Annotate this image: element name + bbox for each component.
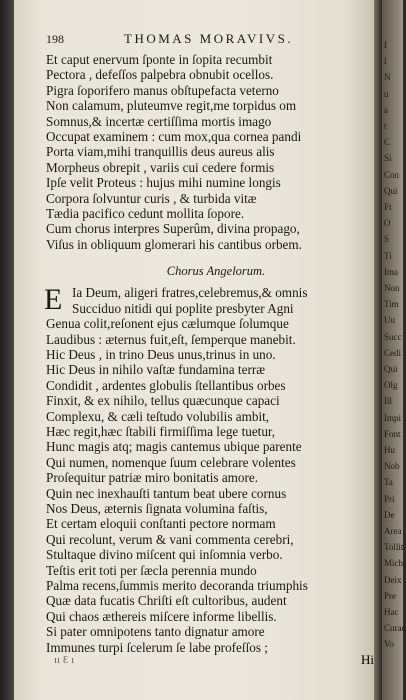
top-verse-block [46,52,386,252]
verse-line: Porta viam,mihi tranquillis deus aureus alis [46,144,275,160]
next-page-fragment: Ima [384,266,398,277]
verse-line: Finxit, & ex nihilo, tellus quæcunque capaci [46,393,280,409]
next-page-fragment: C [384,137,391,148]
verse-line: Qui recolunt, verum & vani commenta cerebri, [46,531,294,547]
verse-line: Palma recens,ſummis merito decoranda triumphis [46,578,308,593]
verse-line: Hunc magis atq; magis cantemus ubique parente [46,439,302,455]
next-page-fragment: Tim [384,299,399,310]
next-page-fragment: S [384,234,390,245]
next-page-fragment: Nob [384,461,400,472]
next-page-fragment: N [384,72,391,83]
next-page-fragment: Pri [384,493,395,504]
verse-line: Pectora , defeſſos palpebra obnubit ocellos. [46,67,274,83]
drop-cap-letter: E [44,283,63,317]
dropcap-paragraph [46,285,386,316]
verse-line: Succiduo nitidi qui poplite presbyter Agni [72,300,294,316]
next-page-fragment: Hac [384,607,399,617]
next-page-fragment: Si [384,153,392,164]
verse-line: Si pater omnipotens tanto dignatur amore [46,624,265,640]
verse-line: Hic Deus in nihilo vaſtæ fundamina terræ [46,362,266,378]
next-page-fragment: u [384,88,389,99]
signature-mark: ıı Ɛ ı [54,654,75,666]
verse-line: Genua colit,reſonent ejus cælumque ſolumque [46,316,289,332]
verse-line: Hæc regit,hæc ſtabili firmiſſima lege tuetur, [46,423,276,439]
page-number: 198 [46,32,64,46]
left-gutter-shadow [0,0,14,700]
verse-line: Proſequitur patriæ miro bonitatis amore. [46,470,259,486]
next-page-fragment: O [384,218,391,229]
running-title: THOMAS MORAVIVS. [124,31,294,46]
verse-line: Immunes turpi ſcelerum ſe labe profeſſos ; [46,639,268,655]
verse-line: Qui chaos æthereis miſcere informe libellis. [46,608,277,624]
next-page-fragment: I [384,40,387,50]
next-page-fragment: Cedi [384,347,401,358]
verse-line: Laudibus : æternus fuit,eſt, ſemperque manebit. [46,331,296,347]
verse-line: Quæ data fucatis Chriſti eſt cultoribus, audent [46,593,287,609]
next-page-fragment: Area [384,526,402,536]
next-page-fragment: Font [384,428,401,439]
verse-line: Et caput enervum ſponte in ſopita recumbit [46,52,273,67]
catchword: Hi [361,652,374,667]
next-page-fragment: Deix [384,574,402,585]
next-page-fragment: Uu [384,315,395,326]
verse-line: Morpheus obrepit , variis cui cedere formis [46,159,275,175]
verse-line: Ipſe velit Proteus : hujus mihi numine longis [46,175,281,191]
next-page-fragment: Vo [384,639,394,650]
next-page-fragment: Ill [384,396,392,407]
page-header [46,32,386,52]
verse-line: Teſtis erit toti per ſæcla perennia mundo [46,562,257,578]
next-page-fragment: Qui [384,364,398,374]
next-page-fragment: Ft [384,202,392,212]
section-title: Chorus Angelorum. [166,264,266,279]
next-page-fragment: a [384,104,388,115]
next-page-fragment: Hu [384,445,395,455]
next-page-fragment: Tollit [384,542,404,553]
verse-line: Tædia pacifico cedunt mollita ſopore. [46,206,245,222]
next-page-fragment: Succ [384,331,402,342]
verse-line: Occupat examinem : cum mox,qua cornea pandi [46,129,302,145]
next-page-fragment: Pre [384,590,396,601]
verse-line: Et certam eloquii conſtanti pectore normam [46,516,276,532]
verse-line: Cum chorus interpres Superûm, divina propago, [46,221,300,237]
next-page-fragment: l [384,56,387,67]
verse-line: Stultaque divino miſcent qui inſomnia verbo. [46,547,283,563]
verse-line: Nos Deus, æternis ſignata volumina faſtis, [46,500,268,516]
next-page-fragment: t [384,121,387,131]
next-page-fragment: Olg [384,380,398,391]
verse-line: Qui numen, nomenque ſuum celebrare volentes [46,454,296,470]
next-page-fragment: Ti [384,250,392,261]
next-page-fragment: De [384,509,395,520]
verse-line: Quin nec inexhauſti tantum beat ubere cornus [46,485,287,501]
next-page-fragment: Non [384,283,400,293]
verse-line: Pigra ſoporifero manus obſtupefacta veterno [46,82,279,98]
next-page-fragment: Qui [384,185,398,196]
next-page-fragment: Con [384,169,400,180]
next-page-fragment: Curac [384,623,406,634]
verse-line: Somnus,& incertæ certiſſima mortis imago [46,113,272,129]
book-page [14,0,374,700]
book-spine-shadow [374,0,382,700]
verse-line: Viſus in obliquum glomerari his cantibus orbem. [46,236,302,252]
next-page-fragment: Impi [384,412,401,423]
verse-line: Ia Deum, aligeri fratres,celebremus,& omnis [72,285,308,301]
main-verse-block [46,316,386,655]
verse-line: Hic Deus , in trino Deus unus,trinus in uno. [46,346,276,362]
verse-line: Complexu, & cæli teſtudo volubilis ambit, [46,408,270,424]
verse-line: Non calamum, pluteumve regit,me torpidus om [46,98,297,114]
next-page-fragment: Ta [384,477,393,488]
next-page-edge [382,0,406,700]
verse-line: Corpora ſolvuntur curis , & turbida vitæ [46,190,257,206]
next-page-fragment: Mich [384,558,403,569]
verse-line: Condidit , ardentes globulis ſtellantibus orbes [46,377,286,393]
page-text-block [46,32,386,655]
